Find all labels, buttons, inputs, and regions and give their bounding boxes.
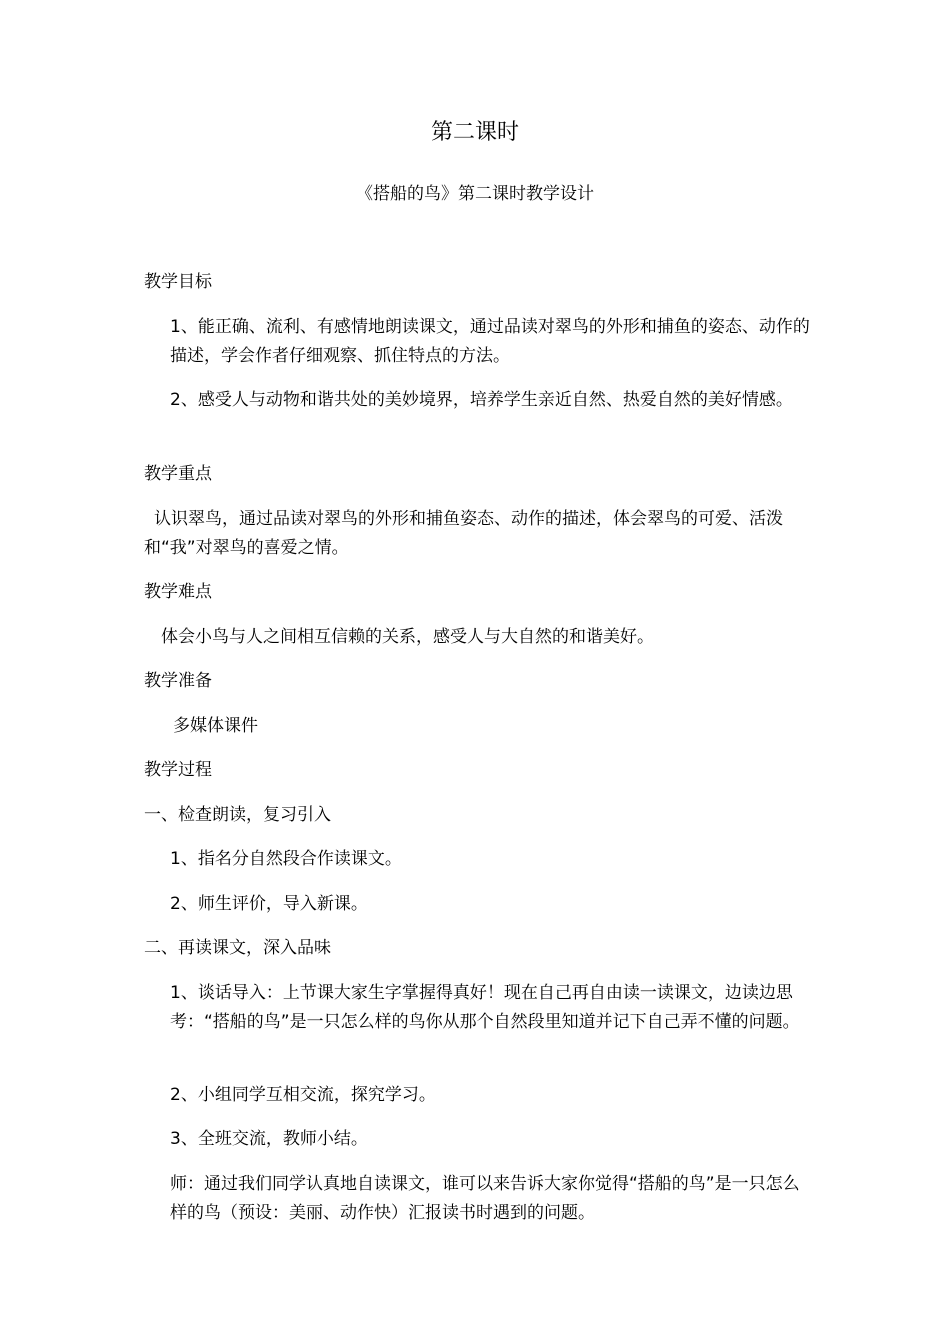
goal-item-1: 1、能正确、流利、有感情地朗读课文，通过品读对翠鸟的外形和捕鱼的姿态、动作的描述，学会作者仔细观察、抓住特点的方法。 <box>170 317 810 366</box>
key-points-heading: 教学重点 <box>144 464 212 484</box>
preparation-heading: 教学准备 <box>144 671 212 691</box>
process-heading: 教学过程 <box>144 760 212 780</box>
step-2-item-1: 1、谈话导入：上节课大家生字掌握得真好！现在自己再自由读一读课文，边读边思考：“搭船的鸟”是一只怎么样的鸟你从那个自然段里知道并记下自己弄不懂的问题。 <box>170 983 800 1032</box>
key-points-text: 认识翠鸟，通过品读对翠鸟的外形和捕鱼姿态、动作的描述，体会翠鸟的可爱、活泼和“我”对翠鸟的喜爱之情。 <box>144 509 783 558</box>
page-title: 第二课时 <box>430 120 519 145</box>
step-1-item-2: 2、师生评价，导入新课。 <box>170 894 368 914</box>
step-2-item-2: 2、小组同学互相交流，探究学习。 <box>170 1085 436 1105</box>
difficulty-text: 体会小鸟与人之间相互信赖的关系，感受人与大自然的和谐美好。 <box>161 627 654 647</box>
goal-item-2: 2、感受人与动物和谐共处的美妙境界，培养学生亲近自然、热爱自然的美好情感。 <box>170 390 793 410</box>
preparation-text: 多媒体课件 <box>173 716 258 736</box>
step-2-heading: 二、再读课文，深入品味 <box>144 938 331 958</box>
goals-heading: 教学目标 <box>144 272 212 292</box>
difficulty-heading: 教学难点 <box>144 582 212 602</box>
step-1-heading: 一、检查朗读，复习引入 <box>144 805 331 825</box>
step-1-item-1: 1、指名分自然段合作读课文。 <box>170 849 402 869</box>
teacher-text: 师：通过我们同学认真地自读课文，谁可以来告诉大家你觉得“搭船的鸟”是一只怎么样的鸟（预设：美丽、动作快）汇报读书时遇到的问题。 <box>170 1174 800 1223</box>
step-2-item-3: 3、全班交流，教师小结。 <box>170 1129 368 1149</box>
page-subtitle: 《搭船的鸟》第二课时教学设计 <box>356 184 594 204</box>
